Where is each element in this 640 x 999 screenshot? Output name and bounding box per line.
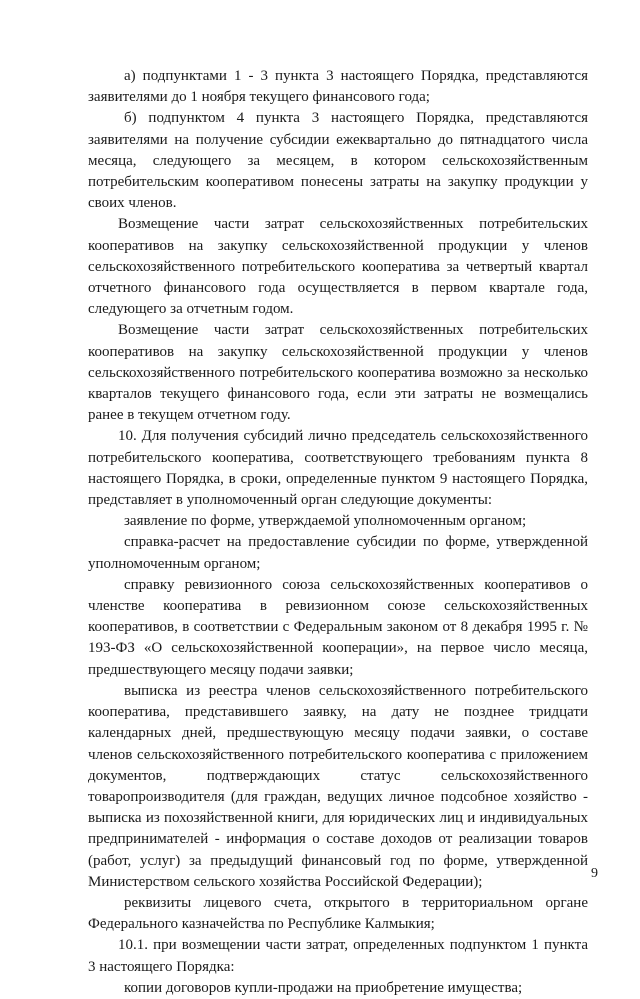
list-item-calculation: справка-расчет на предоставление субсидии по форме, утвержденной уполномоченным органом;: [88, 534, 588, 572]
list-item-purchase-contracts: копии договоров купли-продажи на приобретение имущества;: [124, 979, 523, 996]
paragraph-deadline-b: б) подпунктом 4 пункта 3 настоящего Порядка, представляются заявителями на получение субсидии ежеквартально до пятнадцатого числа месяца, следующего за месяцем, в котором сельскохозяйственным потребительским кооперативом понесены затраты на закупку продукции у своих членов.: [88, 110, 588, 212]
list-item-application: заявление по форме, утверждаемой уполномоченным органом;: [124, 513, 527, 530]
paragraph-deadline-a: а) подпунктами 1 - 3 пункта 3 настоящего Порядка, представляются заявителями до 1 ноября текущего финансового года;: [88, 68, 588, 106]
document-body: [88, 66, 588, 999]
page-number: 9: [591, 866, 598, 881]
list-item-member-register: выписка из реестра членов сельскохозяйственного потребительского кооператива, представившего заявку, на дату не позднее тридцати календарных дней, предшествующую месяцу подачи заявки, о составе членов сельскохозяйственного потребительского кооператива с приложением документов, подтверждающих статус сельскохозяйственного товаропроизводителя (для граждан, ведущих личное подсобное хозяйство - выписка из похозяйственной книги, для юридических лиц и индивидуальных предпринимателей - информация о составе доходов от реализации товаров (работ, услуг) за предыдущий финансовый год по форме, утвержденной Министерством сельского хозяйства Российской Федерации);: [88, 682, 588, 890]
list-item-audit-union: справку ревизионного союза сельскохозяйственных кооперативов о членстве кооператива в ревизионном союзе сельскохозяйственных кооперативов, в соответствии с Федеральным законом от 8 декабря 1995 г. № 193-ФЗ «О сельскохозяйственной кооперации», на первое число месяца, предшествующего месяцу подачи заявки;: [88, 576, 588, 678]
paragraph-item-10-1: 10.1. при возмещении части затрат, определенных подпунктом 1 пункта 3 настоящего Порядка:: [88, 937, 588, 975]
paragraph-multi-quarter: Возмещение части затрат сельскохозяйственных потребительских кооперативов на закупку сельскохозяйственной продукции у членов сельскохозяйственного потребительского кооператива возможно за несколько кварталов текущего финансового года, если эти затраты не возмещались ранее в текущем отчетном году.: [88, 322, 588, 424]
paragraph-item-10: 10. Для получения субсидий лично председатель сельскохозяйственного потребительского кооператива, соответствующего требованиям пункта 8 настоящего Порядка, в сроки, определенные пунктом 9 настоящего Порядка, представляет в уполномоченный орган следующие документы:: [88, 428, 588, 509]
paragraph-q4-reimbursement: Возмещение части затрат сельскохозяйственных потребительских кооперативов на закупку сельскохозяйственной продукции у членов сельскохозяйственного потребительского кооператива за четвертый квартал отчетного финансового года осуществляется в первом квартале года, следующего за отчетным годом.: [88, 216, 588, 318]
list-item-bank-details: реквизиты лицевого счета, открытого в территориальном органе Федерального казначейства по Республике Калмыкия;: [88, 894, 588, 933]
